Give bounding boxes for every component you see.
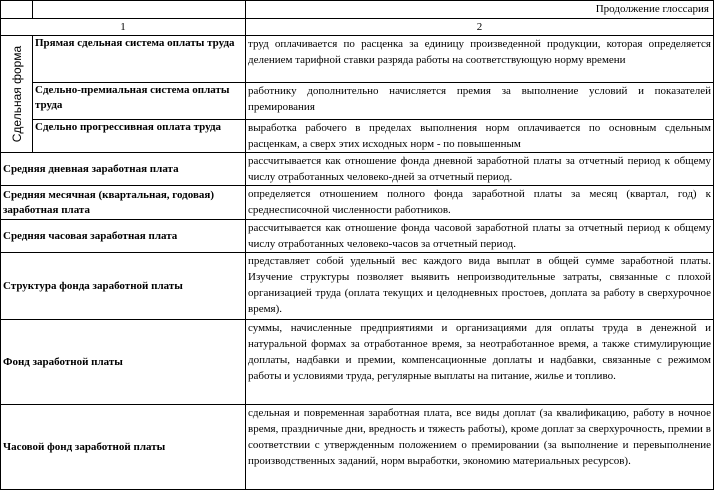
continuation-label: Продолжение глоссария bbox=[246, 1, 714, 19]
term-cell: Средняя месячная (квартальная, годовая) заработная плата bbox=[1, 186, 246, 220]
definition-cell: работнику дополнительно начисляется премия за выполнение условий и показателей премирования bbox=[246, 83, 714, 120]
term-cell: Часовой фонд заработной платы bbox=[1, 405, 246, 490]
table-row bbox=[1, 405, 714, 490]
term-cell: Структура фонда заработной платы bbox=[1, 253, 246, 320]
definition-cell: труд оплачивается по расценка за единицу произведенной продукции, которая определяется делением тарифной ставки разряда работы на соответствующую норму времени bbox=[246, 36, 714, 83]
table-row bbox=[1, 220, 714, 253]
table-row bbox=[1, 186, 714, 220]
column-number-1: 1 bbox=[1, 19, 246, 36]
definition-cell: представляет собой удельный вес каждого вида выплат в общей сумме заработной платы. Изучение структуры позволяет выявить непроизводительные затраты, связанные с плохой организацией труда (оплата текущих и целодневных простоев, доплата за работу в сверхурочное время). bbox=[246, 253, 714, 320]
table-row bbox=[1, 120, 714, 153]
definition-cell: выработка рабочего в пределах выполнения норм оплачивается по основным сдельным расценкам, а сверх этих исходных норм - по повышенным bbox=[246, 120, 714, 153]
table-row bbox=[1, 153, 714, 186]
continuation-row bbox=[1, 1, 714, 19]
column-number-row bbox=[1, 19, 714, 36]
column-number-2: 2 bbox=[246, 19, 714, 36]
term-cell: Средняя дневная заработная плата bbox=[1, 153, 246, 186]
definition-cell: сдельная и повременная заработная плата, все виды доплат (за квалификацию, работу в ночное время, праздничные дни, вредность и тяжесть работы), кроме доплат за сверхурочность, премии в соответствии с утвержденным положением о премировании (за выполнение и перевыполнение производственных заданий, норм выработки, экономию материальных ресурсов). bbox=[246, 405, 714, 490]
term-cell: Сдельно прогрессивная оплата труда bbox=[33, 120, 246, 153]
term-cell: Фонд заработной платы bbox=[1, 320, 246, 405]
group-label: Сдельная форма bbox=[9, 45, 24, 143]
term-cell: Средняя часовая заработная плата bbox=[1, 220, 246, 253]
definition-cell: определяется отношением полного фонда заработной платы за месяц (квартал, год) к среднесписочной численности работников. bbox=[246, 186, 714, 220]
definition-cell: рассчитывается как отношение фонда часовой заработной платы за отчетный период к общему числу отработанных человеко-часов за отчетный период. bbox=[246, 220, 714, 253]
continuation-empty-cell-1 bbox=[1, 1, 33, 19]
table-row bbox=[1, 36, 714, 83]
term-cell: Прямая сдельная система оплаты труда bbox=[33, 36, 246, 83]
table-row bbox=[1, 320, 714, 405]
continuation-empty-cell-2 bbox=[33, 1, 246, 19]
group-label-cell bbox=[1, 36, 33, 153]
definition-cell: суммы, начисленные предприятиями и организациями для оплаты труда в денежной и натуральной формах за отработанное время, за неотработанное время, а также стимулирующие доплаты, надбавки и премии, компенсационные доплаты и надбавки, связанные с режимом работы и условиями труда, регулярные выплаты на питание, жилье и топливо. bbox=[246, 320, 714, 405]
table-row bbox=[1, 83, 714, 120]
term-cell: Сдельно-премиальная система оплаты труда bbox=[33, 83, 246, 120]
definition-cell: рассчитывается как отношение фонда дневной заработной платы за отчетный период к общему числу отработанных человеко-дней за отчетный период. bbox=[246, 153, 714, 186]
table-row bbox=[1, 253, 714, 320]
